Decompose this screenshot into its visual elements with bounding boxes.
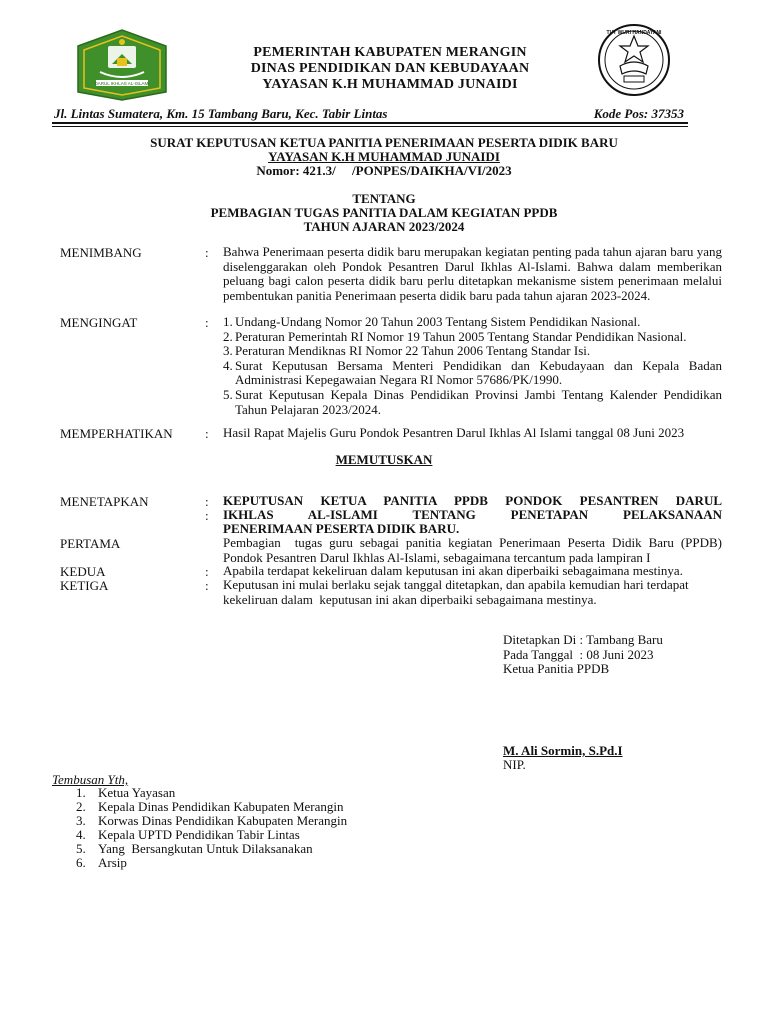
menetapkan-line-2: IKHLAS AL-ISLAMI TENTANG PENETAPAN PELAKSANAAN [223,507,722,522]
kedua-text: Apabila terdapat kekeliruan dalam keputusan ini akan diperbaiki sebagaimana mestinya. [223,563,683,578]
menetapkan-line-1: KEPUTUSAN KETUA PANITIA PPDB PONDOK PESANTREN DARUL [223,493,722,508]
list-item [223,330,722,345]
menimbang-label: MENIMBANG [60,245,142,260]
ketiga-label: KETIGA [60,578,109,593]
list-num: 3. [76,813,86,828]
header-line-2: DINAS PENDIDIKAN DAN KEBUDAYAAN [250,61,530,76]
doc-number: Nomor: 421.3/ /PONPES/DAIKHA/VI/2023 [256,163,512,178]
list-text: Korwas Dinas Pendidikan Kabupaten Merangin [98,813,348,828]
postal-code: Kode Pos: 37353 [593,106,684,121]
list-text: Yang Bersangkutan Untuk Dilaksanakan [98,841,313,856]
subject-line-2: TAHUN AJARAN 2023/2024 [303,219,465,234]
list-num: 6. [76,855,86,870]
list-item [223,359,722,388]
menetapkan-colon-2: : [205,508,209,523]
list-text: Ketua Yayasan [98,785,176,800]
list-item [76,856,127,871]
list-num: 2. [223,328,233,344]
memperhatikan-colon: : [205,426,209,441]
header-rule-thin [52,126,688,127]
menimbang-text: Bahwa Penerimaan peserta didik baru merupakan kegiatan penting pada tahun ajaran baru yang diselenggarakan oleh Pondok Pesantren Darul Ikhlas Al-Islami. Bahwa dalam memberikan peluang bagi calon peserta didik baru perlu ditetapkan mekanisme sistem penerimaan melalui pembentukan panitia Penerimaan peserta didik baru pada tahun ajaran 2023-2024. [223,244,722,303]
address-line [54,106,684,122]
menetapkan-line-3: PENERIMAAN PESERTA DIDIK BARU. [223,521,460,536]
pesantren-crest-icon [70,28,174,102]
list-item [223,344,722,359]
sig-name: M. Ali Sormin, S.Pd.I [503,743,623,758]
menimbang-colon: : [205,245,209,260]
list-text: Arsip [98,855,127,870]
list-text: Peraturan Mendiknas RI Nomor 22 Tahun 2006 Tentang Standar Isi. [235,343,591,359]
list-text: Peraturan Pemerintah RI Nomor 19 Tahun 2005 Tentang Standar Pendidikan Nasional. [235,328,687,344]
list-num: 4. [223,357,233,373]
list-text: Kepala UPTD Pendidikan Tabir Lintas [98,827,300,842]
mengingat-label: MENGINGAT [60,315,138,330]
list-num: 1. [223,314,233,329]
sig-place: Ditetapkan Di : Tambang Baru [503,632,663,647]
kedua-colon: : [205,564,209,579]
sig-nip: NIP. [503,757,526,772]
kedua-label: KEDUA [60,564,106,579]
header-rule-thick [52,122,688,124]
memutuskan-heading: MEMUTUSKAN [335,452,433,467]
sig-role: Ketua Panitia PPDB [503,661,610,676]
list-item [223,315,722,330]
sig-date: Pada Tanggal : 08 Juni 2023 [503,647,654,662]
logo-left-text: DARUL IKHLAS AL-ISLAMI [94,81,150,86]
mengingat-list [223,315,722,417]
pertama-text: Pembagian tugas guru sebagai panitia kegiatan Penerimaan Peserta Didik Baru (PPDB) Pondok Pesantren Darul Ikhlas Al-Islami, sebagaimana tercantum pada lampiran I [223,535,726,565]
ketiga-text: Keputusan ini mulai berlaku sejak tanggal ditetapkan, dan apabila kemudian hari terdapat kekeliruan dalam keputusan ini akan diperbaiki sebagaimana mestinya. [223,577,692,607]
memperhatikan-text: Hasil Rapat Majelis Guru Pondok Pesantren Darul Ikhlas Al Islami tanggal 08 Juni 2023 [223,425,685,440]
header-line-3: YAYASAN K.H MUHAMMAD JUNAIDI [262,77,518,92]
list-num: 4. [76,827,86,842]
doc-title-2: YAYASAN K.H MUHAMMAD JUNAIDI [268,149,500,164]
address-text: Jl. Lintas Sumatera, Km. 15 Tambang Baru, Kec. Tabir Lintas [54,106,388,121]
pertama-label: PERTAMA [60,536,121,551]
doc-title-1: SURAT KEPUTUSAN KETUA PANITIA PENERIMAAN PESERTA DIDIK BARU [150,135,618,150]
list-num: 2. [76,799,86,814]
list-item [223,388,722,417]
mengingat-colon: : [205,315,209,330]
tentang-heading: TENTANG [352,191,416,206]
menetapkan-label: MENETAPKAN [60,494,149,509]
memperhatikan-label: MEMPERHATIKAN [60,426,173,441]
memutuskan-wrap [60,453,708,468]
tut-wuri-handayani-icon [596,22,672,98]
header-line-1: PEMERINTAH KABUPATEN MERANGIN [253,45,527,60]
list-text: Undang-Undang Nomor 20 Tahun 2003 Tentang Sistem Pendidikan Nasional. [235,314,641,329]
ketiga-colon: : [205,578,209,593]
logo-right-text: TUT WURI HANDAYANI [606,30,662,36]
list-num: 3. [223,343,233,359]
subject-line-1: PEMBAGIAN TUGAS PANITIA DALAM KEGIATAN PPDB [210,205,558,220]
tembusan-title: Tembusan Yth, [52,772,129,787]
list-num: 1. [76,785,86,800]
list-text: Surat Keputusan Bersama Menteri Pendidikan dan Kebudayaan dan Kepala Badan Administrasi Kepegawaian Negara RI Nomor 57686/PK/1990. [235,357,722,388]
list-num: 5. [76,841,86,856]
list-text: Surat Keputusan Kepala Dinas Pendidikan Provinsi Jambi Tentang Kalender Pendidikan Tahun Pelajaran 2023/2024. [235,386,722,417]
list-text: Kepala Dinas Pendidikan Kabupaten Merangin [98,799,344,814]
list-num: 5. [223,386,233,402]
menetapkan-colon-1: : [205,494,209,509]
